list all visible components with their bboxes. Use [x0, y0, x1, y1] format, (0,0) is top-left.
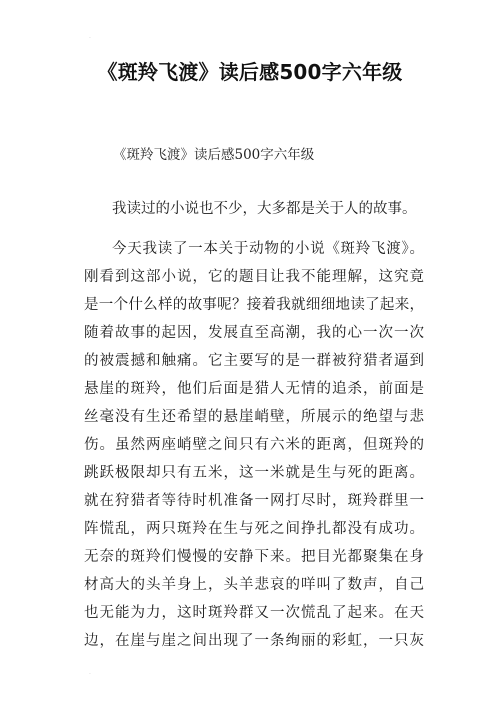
page-title: 《斑羚飞渡》读后感500字六年级 — [97, 60, 403, 84]
paragraph-line: 材高大的头羊身上，头羊悲哀的咩叫了数声，自己 — [84, 577, 424, 593]
paragraph-line: 无奈的斑羚们慢慢的安静下来。把目光都聚集在身 — [84, 549, 424, 565]
document-subtitle: 《斑羚飞渡》读后感500字六年级 — [113, 147, 315, 163]
paragraph-line: 也无能为力，这时斑羚群又一次慌乱了起来。在天 — [84, 605, 424, 621]
paragraph-line: 随着故事的起因，发展直至高潮，我的心一次一次 — [84, 325, 424, 341]
paragraph-line: 丝毫没有生还希望的悬崖峭壁，所展示的绝望与悲 — [84, 409, 424, 425]
paragraph-line: 就在狩猎者等待时机准备一网打尽时，斑羚群里一 — [84, 493, 424, 509]
paragraph-line: 跳跃极限却只有五米，这一米就是生与死的距离。 — [84, 465, 424, 481]
paragraph-line: 今天我读了一本关于动物的小说《斑羚飞渡》。 — [112, 241, 424, 257]
paragraph-line: 阵慌乱，两只斑羚在生与死之间挣扎都没有成功。 — [84, 521, 424, 537]
paragraph-intro: 我读过的小说也不少，大多都是关于人的故事。 — [112, 201, 417, 217]
page-corner-mark: · — [89, 671, 91, 678]
paragraph-line: 边，在崖与崖之间出现了一条绚丽的彩虹，一只灰 — [84, 633, 424, 649]
paragraph-line: 悬崖的斑羚，他们后面是猎人无情的追杀，前面是 — [84, 381, 424, 397]
paragraph-line: 伤。虽然两座峭壁之间只有六米的距离，但斑羚的 — [84, 437, 424, 453]
page-corner-mark: · — [89, 35, 91, 42]
paragraph-line: 是一个什么样的故事呢？接着我就细细地读了起来， — [84, 297, 424, 313]
paragraph-line: 的被震撼和触痛。它主要写的是一群被狩猎者逼到 — [84, 353, 424, 369]
paragraph-line: 刚看到这部小说，它的题目让我不能理解，这究竟 — [84, 269, 424, 285]
